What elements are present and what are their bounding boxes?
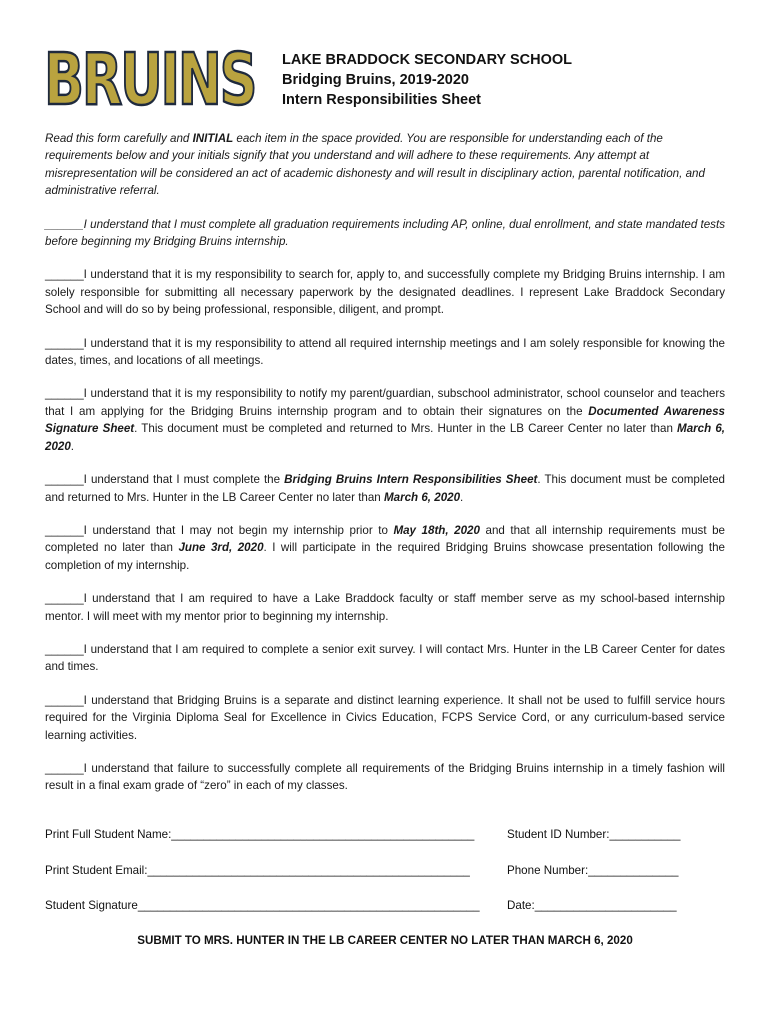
item-4-text-a: ______I understand that it is my responsibility to notify my parent/guardian, subschool administrator, school counselor and teachers that I am applying for the Bridging Bruins internship program and to obtain their signatures on the [45, 387, 725, 418]
responsibility-item-10: ______I understand that failure to successfully complete all requirements of the Bridging Bruins internship in a timely fashion will result in a final exam grade of “zero” in each of my classes. [45, 761, 725, 793]
student-info-fields [45, 826, 725, 933]
field-row-signature [45, 897, 725, 915]
responsibility-item-3: ______I understand that it is my responsibility to attend all required internship meetings and I am solely responsible for knowing the dates, times, and locations of all meetings. [45, 336, 725, 368]
item-6-text-e: . I will participate in the required Bridging Bruins showcase presentation following the completion of my internship. [45, 541, 725, 572]
header-titles [282, 50, 572, 110]
field-row-email [45, 862, 725, 880]
item-4-text-e: . [70, 439, 75, 453]
document-body [45, 130, 725, 811]
bruins-logo: BRUINS [44, 38, 256, 121]
student-email-field[interactable]: Print Student Email:__________________________________________________ [45, 863, 470, 877]
responsibility-item-5 [45, 471, 725, 506]
item-6-text-c: and that all internship requirements must be completed no later than [45, 523, 725, 555]
responsibility-item-4 [45, 385, 725, 455]
responsibility-item-1: ______I understand that I must complete all graduation requirements including AP, online, dual enrollment, and state mandated tests before beginning my Bridging Bruins internship. [45, 217, 725, 249]
item-5-document-name: Bridging Bruins Intern Responsibilities Sheet [284, 473, 538, 487]
intro-text-start: Read this form carefully and [45, 132, 193, 145]
school-name: LAKE BRADDOCK SECONDARY SCHOOL [282, 52, 573, 68]
item-5-text-e: . [460, 490, 464, 504]
document-header [44, 38, 734, 121]
responsibility-item-9: ______I understand that Bridging Bruins is a separate and distinct learning experience. It shall not be used to fulfill service hours required for the Virginia Diploma Seal for Excellence in Civics Education, FCPS Service Cord, or any curriculum-based service learning activities. [45, 693, 725, 742]
phone-number-field[interactable]: Phone Number:______________ [507, 863, 679, 877]
date-field[interactable]: Date:______________________ [507, 899, 677, 912]
item-6-text-a: ______I understand that I may not begin my internship prior to [45, 523, 394, 537]
item-6-start-date: May 18th, 2020 [393, 523, 480, 537]
field-row-name [45, 826, 725, 844]
sheet-title: Intern Responsibilities Sheet [282, 92, 482, 108]
responsibility-item-7: ______I understand that I am required to have a Lake Braddock faculty or staff member serve as my school-based internship mentor. I will meet with my mentor prior to beginning my internship. [45, 592, 725, 623]
intro-paragraph [45, 130, 725, 200]
submission-instruction: SUBMIT TO MRS. HUNTER IN THE LB CAREER CENTER NO LATER THAN MARCH 6, 2020 [137, 934, 633, 947]
item-5-text-c: . This document must be completed and returned to Mrs. Hunter in the LB Career Center no later than [45, 473, 725, 504]
item-5-text-a: ______I understand that I must complete the [45, 473, 285, 487]
intro-initial-emphasis: INITIAL [192, 132, 234, 145]
item-4-text-c: . This document must be completed and returned to Mrs. Hunter in the LB Career Center no later than [134, 422, 678, 436]
responsibility-item-8: ______I understand that I am required to complete a senior exit survey. I will contact Mrs. Hunter in the LB Career Center for dates and times. [45, 642, 725, 674]
intro-text-end: each item in the space provided. You are responsible for understanding each of the requirements below and your initials signify that you understand and will adhere to these requirements. Any attempt at misrepresentation will be considered an act of academic dishonesty and will result in disciplinary action, parental notification, and administrative referral. [45, 132, 705, 198]
student-id-field[interactable]: Student ID Number:___________ [507, 828, 681, 841]
item-6-end-date: June 3rd, 2020 [178, 541, 264, 555]
program-name: Bridging Bruins, 2019-2020 [282, 72, 469, 88]
responsibility-item-6 [45, 522, 725, 574]
item-4-document-name: Documented Awareness Signature Sheet [45, 404, 725, 436]
item-4-deadline: March 6, 2020 [45, 422, 725, 453]
student-signature-field[interactable]: Student Signature_____________________________________________________ [45, 899, 480, 912]
student-name-field[interactable]: Print Full Student Name:_______________________________________________ [45, 828, 475, 841]
item-5-deadline: March 6, 2020 [383, 490, 461, 504]
responsibility-item-2: ______I understand that it is my responsibility to search for, apply to, and successfully complete my Bridging Bruins internship. I am solely responsible for submitting all necessary paperwork by the designated deadlines. I represent Lake Braddock Secondary School and will do so by being professional, responsible, diligent, and prompt. [45, 268, 725, 317]
